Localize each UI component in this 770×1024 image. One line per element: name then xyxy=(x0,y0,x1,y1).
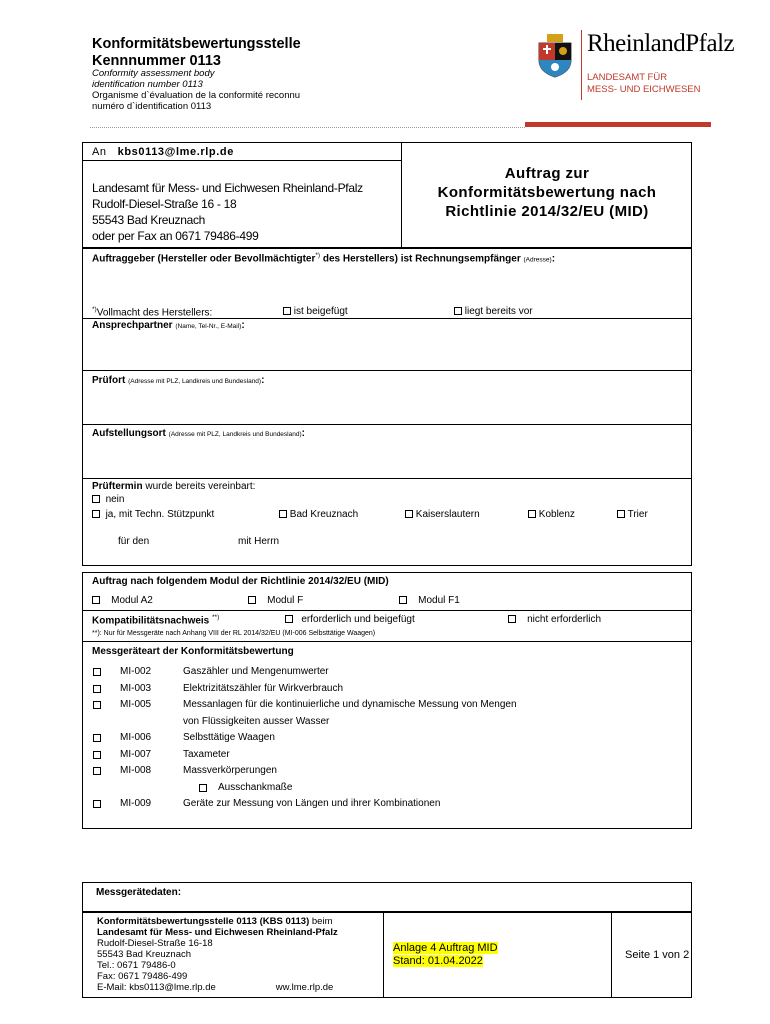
doc-title-2: Konformitätsbewertung nach xyxy=(437,184,657,201)
footer-line5: Tel.: 0671 79486-0 xyxy=(97,960,176,971)
divider-2 xyxy=(82,370,692,371)
kompat-sup: **) xyxy=(212,614,220,621)
geraeteart-item[interactable] xyxy=(92,796,682,813)
contact-hint: (Name, Tel-Nr., E-Mail) xyxy=(175,323,242,330)
subtitle-fr-1: Organisme d`évaluation de la conformité reconnu xyxy=(92,90,301,101)
pruefort-colon: : xyxy=(261,375,265,386)
geraeteart-item[interactable] xyxy=(92,681,682,698)
email-divider xyxy=(82,160,402,161)
logo-subtext xyxy=(587,72,700,96)
geraeteart-text: Selbsttätige Waagen xyxy=(183,732,275,743)
client-label-a: Auftraggeber (Hersteller oder Bevollmächtigter xyxy=(92,253,316,265)
anlage-text: Anlage 4 Auftrag MID xyxy=(393,942,498,954)
checkbox-icon[interactable] xyxy=(92,596,100,604)
pruftermin-ja[interactable] xyxy=(92,509,214,520)
geraeteart-list xyxy=(92,664,682,813)
aufstellungsort-colon: : xyxy=(301,428,305,439)
geraeteart-item[interactable] xyxy=(92,730,682,747)
contact-input[interactable] xyxy=(92,334,682,366)
footer-email-link[interactable]: E-Mail: kbs0113@lme.rlp.de xyxy=(97,982,216,993)
pruftermin-label xyxy=(92,481,255,492)
checkbox-icon[interactable] xyxy=(93,734,101,742)
pruftermin-nein[interactable] xyxy=(92,494,124,505)
modul-f-label: Modul F xyxy=(267,595,304,606)
client-label xyxy=(92,252,555,264)
kompat-label-text: Kompatibilitätsnachweis xyxy=(92,615,210,627)
geraeteart-code: MI-006 xyxy=(120,732,152,743)
checkbox-icon[interactable] xyxy=(93,751,101,759)
checkbox-icon[interactable] xyxy=(508,615,516,623)
address-line3: 55543 Bad Kreuznach xyxy=(92,213,206,227)
checkbox-icon[interactable] xyxy=(283,307,291,315)
checkbox-icon[interactable] xyxy=(617,510,625,518)
loc-kaiserslautern[interactable] xyxy=(405,509,480,520)
modul-f[interactable] xyxy=(248,595,303,606)
geraeteart-code: MI-007 xyxy=(120,748,152,760)
geraeteart-text: Gaszähler und Mengenumwerter xyxy=(183,666,329,677)
geraeteart-title: Messgeräteart der Konformitätsbewertung xyxy=(92,646,294,657)
vollmacht-opt1-label: ist beigefügt xyxy=(293,306,348,317)
footer-l1b: beim xyxy=(309,916,333,927)
subtitle-fr-2: numéro d`identification 0113 xyxy=(92,101,212,112)
kompat-opt1[interactable] xyxy=(285,614,415,625)
geraeteart-text: Massverkörperungen xyxy=(183,765,277,776)
geraeteart-item xyxy=(92,714,682,731)
header-title-line1: Konformitätsbewertungsstelle xyxy=(92,36,301,52)
aufstellungsort-label-text: Aufstellungsort xyxy=(92,428,166,439)
stand-text: Stand: 01.04.2022 xyxy=(393,955,483,967)
contact-label xyxy=(92,320,245,331)
address-line1: Landesamt für Mess- und Eichwesen Rheinland-Pfalz xyxy=(92,181,363,195)
loc-bad-kreuznach[interactable] xyxy=(279,509,358,520)
fuer-den-label: für den xyxy=(118,536,150,547)
vollmacht-row xyxy=(92,306,212,318)
footer-line3: Rudolf-Diesel-Straße 16-18 xyxy=(97,938,213,949)
checkbox-icon[interactable] xyxy=(279,510,287,518)
loc-koblenz[interactable] xyxy=(528,509,575,520)
logo-divider xyxy=(581,30,582,100)
vollmacht-label: Vollmacht des Herstellers: xyxy=(96,307,213,319)
logo-sub-1: LANDESAMT FÜR xyxy=(587,72,668,83)
vollmacht-opt1[interactable] xyxy=(283,306,348,317)
modul-title: Auftrag nach folgendem Modul der Richtlinie 2014/32/EU (MID) xyxy=(92,576,389,587)
footer-web-link[interactable]: ww.lme.rlp.de xyxy=(275,982,334,993)
modul-divider-2 xyxy=(82,641,692,642)
checkbox-icon[interactable] xyxy=(399,596,407,604)
client-sup: *) xyxy=(315,252,321,259)
geraeteart-code: MI-003 xyxy=(120,682,152,694)
messgeraetedaten-label: Messgerätedaten: xyxy=(96,887,182,898)
header-title-line2: Kennnummer 0113 xyxy=(92,53,221,69)
vollmacht-opt2[interactable] xyxy=(454,306,533,317)
client-hint: (Adresse) xyxy=(523,256,552,264)
checkbox-icon[interactable] xyxy=(454,307,462,315)
loc2-label: Kaiserslautern xyxy=(415,509,480,520)
address-email-row xyxy=(92,146,234,158)
header-title xyxy=(92,36,301,70)
geraeteart-item[interactable] xyxy=(92,697,682,714)
aufstellungsort-label xyxy=(92,428,305,439)
pruftermin-label-text: Prüftermin xyxy=(92,481,143,492)
footer-line6: Fax: 0671 79486-499 xyxy=(97,971,188,982)
vollmacht-opt2-label: liegt bereits vor xyxy=(464,306,533,317)
page-number: Seite 1 von 2 xyxy=(625,949,690,961)
pruftermin-text: wurde bereits vereinbart: xyxy=(142,481,256,492)
footer-divider-1 xyxy=(383,912,384,998)
header-red-bar xyxy=(525,122,711,127)
checkbox-icon[interactable] xyxy=(93,685,101,693)
geraeteart-code: MI-009 xyxy=(120,798,152,809)
kompat-label xyxy=(92,614,219,626)
checkbox-icon[interactable] xyxy=(405,510,413,518)
address-line4: oder per Fax an 0671 79486-499 xyxy=(92,229,259,243)
loc-trier[interactable] xyxy=(617,509,648,520)
geraeteart-text: von Flüssigkeiten ausser Wasser xyxy=(183,715,330,727)
client-label-b: des Herstellers) ist Rechnungsempfänger xyxy=(320,253,521,265)
footer-divider-2 xyxy=(611,912,612,998)
footer-anlage xyxy=(393,942,498,968)
doc-title-1: Auftrag zur xyxy=(504,165,590,182)
footer-line7 xyxy=(97,982,338,993)
logo-text: RheinlandPfalz xyxy=(587,30,735,57)
checkbox-icon[interactable] xyxy=(93,668,101,676)
coat-of-arms-icon xyxy=(537,34,573,78)
footer-line1 xyxy=(97,916,338,927)
nein-label: nein xyxy=(105,494,125,505)
footer-address xyxy=(97,916,338,993)
kompat-opt1-label: erforderlich und beigefügt xyxy=(301,614,415,625)
client-input[interactable] xyxy=(92,266,682,302)
loc3-label: Koblenz xyxy=(538,509,575,520)
geraeteart-text: Geräte zur Messung von Längen und ihrer Kombinationen xyxy=(183,798,441,809)
geraeteart-text: Ausschankmaße xyxy=(218,781,293,793)
mit-herrn-label: mit Herrn xyxy=(238,536,280,547)
checkbox-icon[interactable] xyxy=(93,701,101,709)
checkbox-icon[interactable] xyxy=(528,510,536,518)
subtitle-en-1: Conformity assessment body xyxy=(92,68,215,79)
an-label: An xyxy=(92,146,107,158)
client-colon: : xyxy=(551,253,556,265)
checkbox-icon[interactable] xyxy=(199,784,207,792)
divider-4 xyxy=(82,478,692,479)
address-block xyxy=(92,180,363,244)
modul-a2[interactable] xyxy=(92,595,153,606)
checkbox-icon[interactable] xyxy=(248,596,256,604)
ja-label: ja, mit Techn. Stützpunkt xyxy=(105,509,215,520)
modul-f1-label: Modul F1 xyxy=(418,595,460,606)
contact-label-text: Ansprechpartner xyxy=(92,320,173,331)
loc4-label: Trier xyxy=(627,509,648,520)
checkbox-icon[interactable] xyxy=(92,510,100,518)
geraeteart-code: MI-008 xyxy=(120,765,152,776)
footer-line4: 55543 Bad Kreuznach xyxy=(97,949,192,960)
pruefort-label xyxy=(92,375,264,386)
footer-line2: Landesamt für Mess- und Eichwesen Rheinland-Pfalz xyxy=(97,927,338,938)
geraeteart-text: Elektrizitätszähler für Wirkverbrauch xyxy=(183,682,344,694)
pruefort-label-text: Prüfort xyxy=(92,375,126,386)
logo-sub-2: MESS- UND EICHWESEN xyxy=(587,84,701,95)
checkbox-icon[interactable] xyxy=(285,615,293,623)
checkbox-icon[interactable] xyxy=(92,495,100,503)
modul-a2-label: Modul A2 xyxy=(111,595,153,606)
address-line2: Rudolf-Diesel-Straße 16 - 18 xyxy=(92,197,237,211)
pruefort-input[interactable] xyxy=(92,389,682,421)
vollmacht-sup: *) xyxy=(92,306,97,313)
kompat-opt2-label: nicht erforderlich xyxy=(527,614,602,625)
email-link[interactable]: kbs0113@lme.rlp.de xyxy=(117,146,234,158)
divider-3 xyxy=(82,424,692,425)
loc1-label: Bad Kreuznach xyxy=(289,509,359,520)
geraeteart-text: Taxameter xyxy=(183,748,230,760)
geraeteart-code: MI-005 xyxy=(120,699,152,710)
geraeteart-item xyxy=(92,780,682,797)
doc-title-3: Richtlinie 2014/32/EU (MID) xyxy=(445,203,649,220)
aufstellungsort-input[interactable] xyxy=(92,442,682,474)
header-subtitle xyxy=(92,68,300,101)
checkbox-icon[interactable] xyxy=(93,800,101,808)
checkbox-icon[interactable] xyxy=(93,767,101,775)
pruefort-hint: (Adresse mit PLZ, Landkreis und Bundesland) xyxy=(128,378,262,385)
subtitle-en-2: identification number 0113 xyxy=(92,79,203,90)
aufstellungsort-hint: (Adresse mit PLZ, Landkreis und Bundesland) xyxy=(168,431,302,438)
geraeteart-item[interactable] xyxy=(92,747,682,764)
contact-colon: : xyxy=(241,320,245,331)
kompat-note: **): Nur für Messgeräte nach Anhang VIII der RL 2014/32/EU (MI-006 Selbsttätige Waagen) xyxy=(92,630,376,637)
footer-l1a: Konformitätsbewertungsstelle 0113 (KBS 0113) xyxy=(97,916,310,927)
modul-divider-1 xyxy=(82,610,692,611)
geraeteart-code: MI-002 xyxy=(120,666,152,677)
geraeteart-item[interactable] xyxy=(92,664,682,681)
header-rule xyxy=(90,127,525,128)
kompat-opt2[interactable] xyxy=(508,614,601,625)
modul-f1[interactable] xyxy=(399,595,460,606)
geraeteart-text: Messanlagen für die kontinuierliche und dynamische Messung von Mengen xyxy=(183,699,517,710)
document-title xyxy=(402,164,692,221)
geraeteart-item[interactable] xyxy=(92,763,682,780)
